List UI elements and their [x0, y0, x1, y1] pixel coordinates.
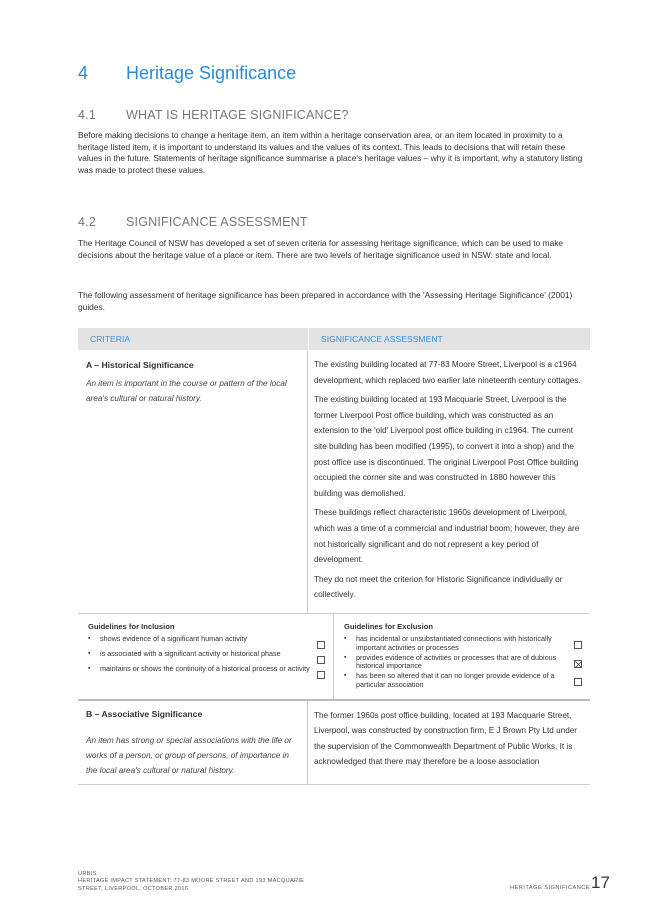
subsection-heading-2: [78, 215, 308, 229]
checkbox-icon[interactable]: [317, 656, 325, 664]
subsection-title: SIGNIFICANCE ASSESSMENT: [126, 215, 308, 229]
checkbox-icon[interactable]: [574, 678, 582, 686]
checked-checkbox-icon[interactable]: [574, 660, 582, 668]
list-item: [88, 650, 325, 664]
criterion-b-cell: [78, 701, 308, 784]
list-item: [344, 654, 582, 672]
bullet-icon: ▪: [344, 634, 347, 642]
page-number: 17: [591, 873, 610, 892]
checkbox-icon[interactable]: [574, 641, 582, 649]
footer-section-name: HERITAGE SIGNIFICANCE: [510, 885, 591, 891]
guidelines-inclusion-title: Guidelines for Inclusion: [88, 621, 175, 631]
section-heading: [78, 63, 296, 84]
guideline-text: is associated with a significant activity or historical phase: [100, 648, 281, 658]
criterion-a-title: A – Historical Significance: [86, 360, 194, 370]
footer-report-date: STREET, LIVERPOOL, OCTOBER 2016: [78, 885, 189, 892]
header-significance-assessment: SIGNIFICANCE ASSESSMENT: [308, 328, 590, 350]
checkbox-icon[interactable]: [317, 671, 325, 679]
bullet-icon: ▪: [88, 634, 91, 642]
bullet-icon: ▪: [344, 653, 347, 661]
bullet-icon: ▪: [88, 649, 91, 657]
paragraph-assessment-guides: The following assessment of heritage significance has been prepared in accordance with the 'Assessing Heritage Significance' (2001) guides.: [78, 290, 573, 312]
subsection-title: WHAT IS HERITAGE SIGNIFICANCE?: [126, 108, 349, 122]
table-row-criterion-a: [78, 350, 590, 614]
subsection-heading-1: [78, 108, 349, 122]
guideline-text: maintains or shows the continuity of a historical process or activity: [100, 663, 310, 673]
bullet-icon: ▪: [88, 664, 91, 672]
assessment-paragraph: The former 1960s post office building, located at 193 Macquarie Street, Liverpool, was constructed by construction firm, E J Brown Pty Ltd under the supervision of the Commonwealth Department of Public Works. It is acknowledged that there may therefore be a loose association: [314, 710, 578, 767]
assessment-paragraph: The existing building located at 77-83 Moore Street, Liverpool is a c1964 development, which replaced two earlier late nineteenth century cottages.: [314, 360, 581, 385]
criterion-a-cell: [78, 350, 308, 613]
guidelines-exclusion-title: Guidelines for Exclusion: [344, 621, 434, 631]
guideline-text: provides evidence of activities or processes that are of dubious historical importance: [356, 652, 557, 671]
list-item: [344, 672, 582, 690]
paragraph-heritage-significance: Before making decisions to change a heritage item, an item within a heritage conservation area, or an item located in proximity to a heritage listed item, it is important to understand its values and the values of its context. This leads to decisions that will retain these values in the future. Statements of heritage significance summarise a place's heritage values – why it is important, why a statutory listing was made to protect these values.: [78, 130, 583, 175]
list-item: [88, 635, 325, 649]
assessment-paragraph: These buildings reflect characteristic 1960s development of Liverpool, which was a time of a commercial and industrial boom; however, they are not historically significant and do not represent a key period of development.: [314, 508, 580, 565]
criterion-b-assessment: [308, 701, 590, 784]
section-number: 4: [78, 63, 89, 83]
guideline-text: has been so altered that it can no longer provide evidence of a particular association: [356, 671, 555, 689]
section-title: Heritage Significance: [126, 63, 297, 83]
criterion-b-description: An item has strong or special associations with the life or works of a person, or group of persons, of importance in the local area's cultural or natural history.: [86, 735, 292, 775]
subsection-number: 4.1: [78, 108, 96, 122]
guidelines-inclusion: [78, 614, 334, 699]
list-item: [88, 665, 325, 679]
list-item: [344, 635, 582, 653]
checkbox-icon[interactable]: [317, 641, 325, 649]
subsection-number: 4.2: [78, 215, 96, 229]
guideline-text: has incidental or unsubstantiated connections with historically important activities or processes: [356, 633, 552, 652]
header-criteria: CRITERIA: [90, 334, 131, 344]
paragraph-assessment-intro: The Heritage Council of NSW has developed a set of seven criteria for assessing heritage significance, which can be used to make decisions about the heritage value of a place or item. There are two levels of heritage significance used in NSW: state and local.: [78, 238, 564, 260]
assessment-paragraph: The existing building located at 193 Macquarie Street, Liverpool is the former Liverpool Post office building, which was constructed as an extension to the 'old' Liverpool post office building in c1964. The current site building has been modified (1995), to convert it into a shop) and the post office use is discontinued. The original Liverpool Post Office building occupied the corner site and was constructed in 1880 however this building was demolished.: [314, 395, 579, 498]
footer-document-info: [78, 871, 304, 893]
assessment-paragraph: They do not meet the criterion for Historic Significance individually or collectively.: [314, 574, 563, 600]
footer-company: URBIS: [78, 871, 97, 877]
table-row-criterion-b: [78, 701, 590, 785]
footer-report-title: HERITAGE IMPACT STATEMENT: 77-83 MOORE STREET AND 193 MACQUARIE: [78, 878, 305, 885]
bullet-icon: ▪: [344, 672, 347, 680]
significance-table: [78, 328, 590, 785]
table-header: [78, 328, 590, 350]
guideline-text: shows evidence of a significant human activity: [100, 633, 248, 643]
criterion-b-title: B – Associative Significance: [86, 708, 203, 719]
criterion-a-description: An item is important in the course or pattern of the local area's cultural or natural history.: [86, 379, 287, 403]
guidelines-row: [78, 614, 590, 701]
guidelines-exclusion: [334, 614, 590, 699]
criterion-a-assessment: [308, 350, 590, 613]
